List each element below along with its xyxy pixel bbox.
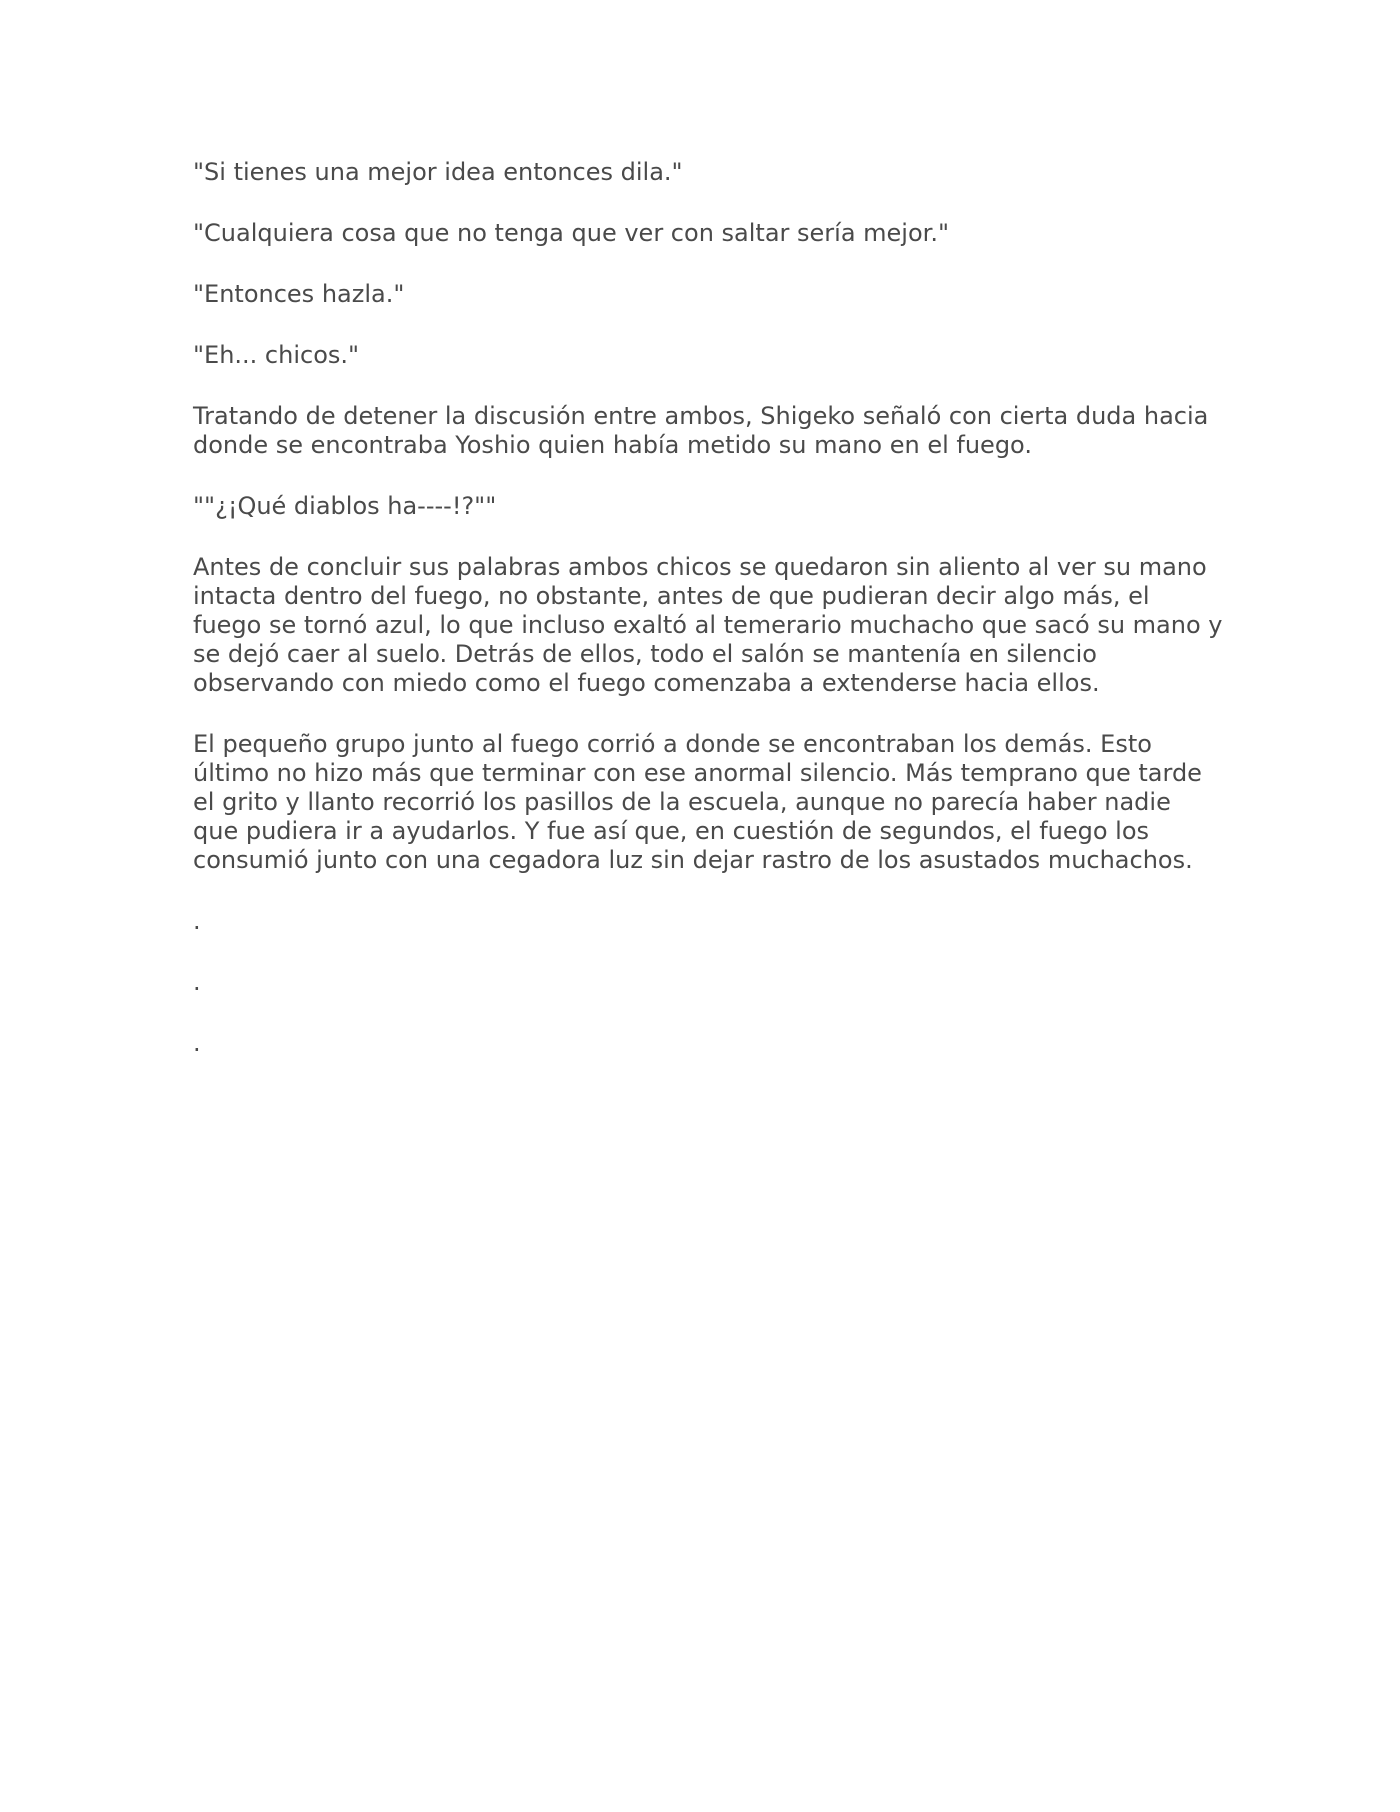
dialogue-line: "Entonces hazla." <box>193 280 405 308</box>
dialogue-line: "Cualquiera cosa que no tenga que ver con saltar sería mejor." <box>193 219 949 247</box>
document-body <box>193 158 1223 1090</box>
dialogue-line: "Eh... chicos." <box>193 341 360 369</box>
scene-break-dot: . <box>193 907 201 935</box>
narrative-paragraph: Tratando de detener la discusión entre ambos, Shigeko señaló con cierta duda hacia donde se encontraba Yoshio quien había metido su mano en el fuego. <box>193 402 1209 459</box>
narrative-paragraph: Antes de concluir sus palabras ambos chicos se quedaron sin aliento al ver su mano intacta dentro del fuego, no obstante, antes de que pudieran decir algo más, el fuego se tornó azul, lo que incluso exaltó al temerario muchacho que sacó su mano y se dejó caer al suelo. Detrás de ellos, todo el salón se mantenía en silencio observando con miedo como el fuego comenzaba a extenderse hacia ellos. <box>193 553 1223 697</box>
scene-break-dot: . <box>193 968 201 996</box>
narrative-paragraph: El pequeño grupo junto al fuego corrió a donde se encontraban los demás. Esto último no hizo más que terminar con ese anormal silencio. Más temprano que tarde el grito y llanto recorrió los pasillos de la escuela, aunque no parecía haber nadie que pudiera ir a ayudarlos. Y fue así que, en cuestión de segundos, el fuego los consumió junto con una cegadora luz sin dejar rastro de los asustados muchachos. <box>193 730 1202 874</box>
dialogue-line: ""¿¡Qué diablos ha----!?"" <box>193 492 497 520</box>
dialogue-line: "Si tienes una mejor idea entonces dila." <box>193 158 683 186</box>
scene-break-dot: . <box>193 1029 201 1057</box>
